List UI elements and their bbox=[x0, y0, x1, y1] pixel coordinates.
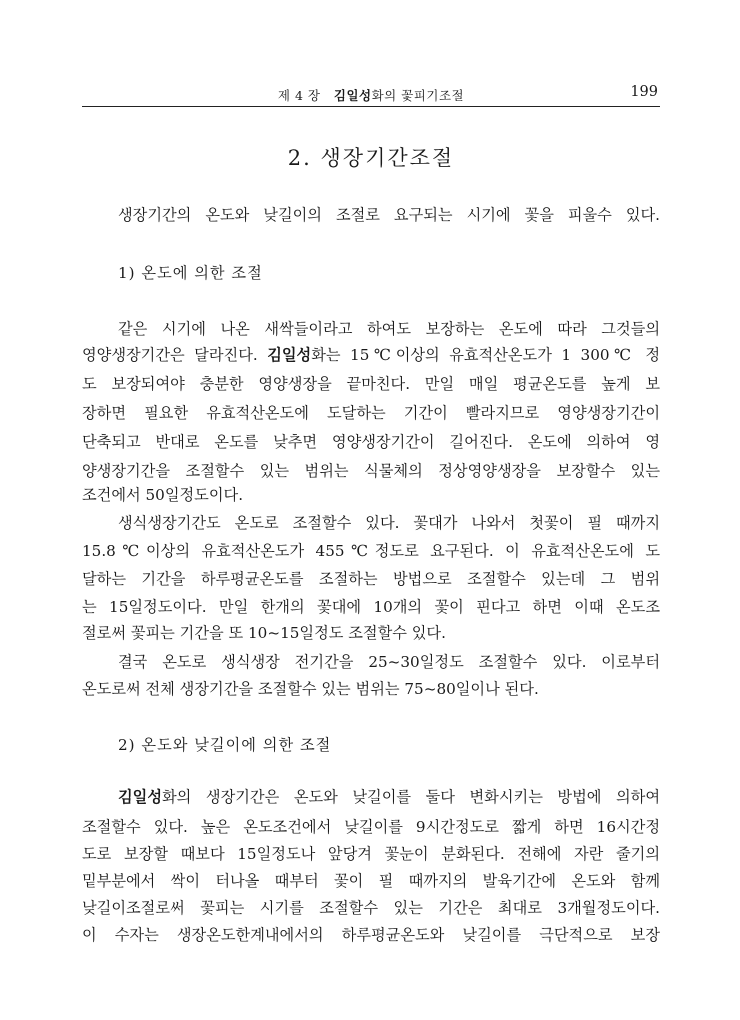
paragraph-line: 같은 시기에 나온 새싹들이라고 하여도 보장하는 온도에 따라 그것들의 bbox=[118, 320, 660, 338]
paragraph-line: 달하는 기간을 하루평균온도를 조절하는 방법으로 조절할수 있는데 그 범위 bbox=[82, 570, 660, 588]
header-name-bold: 김일성 bbox=[333, 88, 372, 103]
running-header bbox=[82, 82, 660, 106]
paragraph-line: 조절할수 있다. 높은 온도조건에서 낮길이를 9시간정도로 짧게 하면 16시간정 bbox=[82, 818, 660, 836]
running-header-title bbox=[82, 86, 660, 104]
paragraph-line: 결국 온도로 생식생장 전기간을 25~30일정도 조절할수 있다. 이로부터 bbox=[118, 653, 660, 671]
paragraph-line bbox=[82, 344, 660, 365]
paragraph-line: 생식생장기간도 온도로 조절할수 있다. 꽃대가 나와서 첫꽃이 필 때까지 bbox=[118, 514, 660, 532]
paragraph-line: 절로써 꽃피는 기간을 또 10~15일정도 조절할수 있다. bbox=[82, 624, 446, 642]
paragraph-line: 낮길이조절로써 꽃피는 시기를 조절할수 있는 기간은 최대로 3개월정도이다. bbox=[82, 899, 660, 917]
paragraph-line: 단축되고 반대로 온도를 낮추면 영양생장기간이 길어진다. 온도에 의하여 영 bbox=[82, 433, 660, 451]
paragraph-line: 밑부분에서 싹이 터나올 때부터 꽃이 필 때까지의 발육기간에 온도와 함께 bbox=[82, 872, 660, 890]
chapter-label: 제 4 장 bbox=[277, 88, 321, 103]
text-run: 영양생장기간은 달라진다. bbox=[82, 346, 268, 364]
paragraph-line: 15.8℃이상의 유효적산온도가 455℃정도로 요구된다. 이 유효적산온도에 도 bbox=[82, 542, 660, 560]
paragraph-line: 장하면 필요한 유효적산온도에 도달하는 기간이 빨라지므로 영양생장기간이 bbox=[82, 404, 660, 422]
page-number: 199 bbox=[630, 84, 658, 100]
paragraph-line: 는 15일정도이다. 만일 한개의 꽃대에 10개의 꽃이 핀다고 하면 이때 온도조 bbox=[82, 598, 660, 616]
text-run: 화는 15℃이상의 유효적산온도가 1 300℃ 정 bbox=[311, 346, 660, 364]
paragraph-line: 온도로써 전체 생장기간을 조절할수 있는 범위는 75~80일이나 된다. bbox=[82, 680, 539, 698]
header-divider bbox=[82, 106, 660, 107]
paragraph-line: 도 보장되여야 충분한 영양생장을 끝마친다. 만일 매일 평균온도를 높게 보 bbox=[82, 375, 660, 393]
paragraph-line: 도로 보장할 때보다 15일정도나 앞당겨 꽃눈이 분화된다. 전해에 자란 줄기의 bbox=[82, 845, 660, 863]
paragraph-line: 이 수자는 생장온도한계내에서의 하루평균온도와 낮길이를 극단적으로 보장 bbox=[82, 926, 660, 944]
name-bold: 김일성 bbox=[118, 788, 163, 806]
intro-paragraph: 생장기간의 온도와 낮길이의 조절로 요구되는 시기에 꽃을 피울수 있다. bbox=[118, 206, 660, 224]
subsection-heading-1: 1) 온도에 의한 조절 bbox=[118, 264, 263, 282]
section-title: 2. 생장기간조절 bbox=[287, 146, 455, 170]
paragraph-line: 양생장기간을 조절할수 있는 범위는 식물체의 정상영양생장을 보장할수 있는 bbox=[82, 462, 660, 480]
name-bold: 김일성 bbox=[267, 346, 312, 364]
header-title-rest: 화의 꽃피기조절 bbox=[371, 88, 465, 103]
subsection-heading-2: 2) 온도와 낮길이에 의한 조절 bbox=[118, 736, 332, 754]
paragraph-line bbox=[118, 786, 660, 807]
text-run: 화의 생장기간은 온도와 낮길이를 둘다 변화시키는 방법에 의하여 bbox=[162, 788, 660, 806]
paragraph-line: 조건에서 50일정도이다. bbox=[82, 486, 244, 504]
